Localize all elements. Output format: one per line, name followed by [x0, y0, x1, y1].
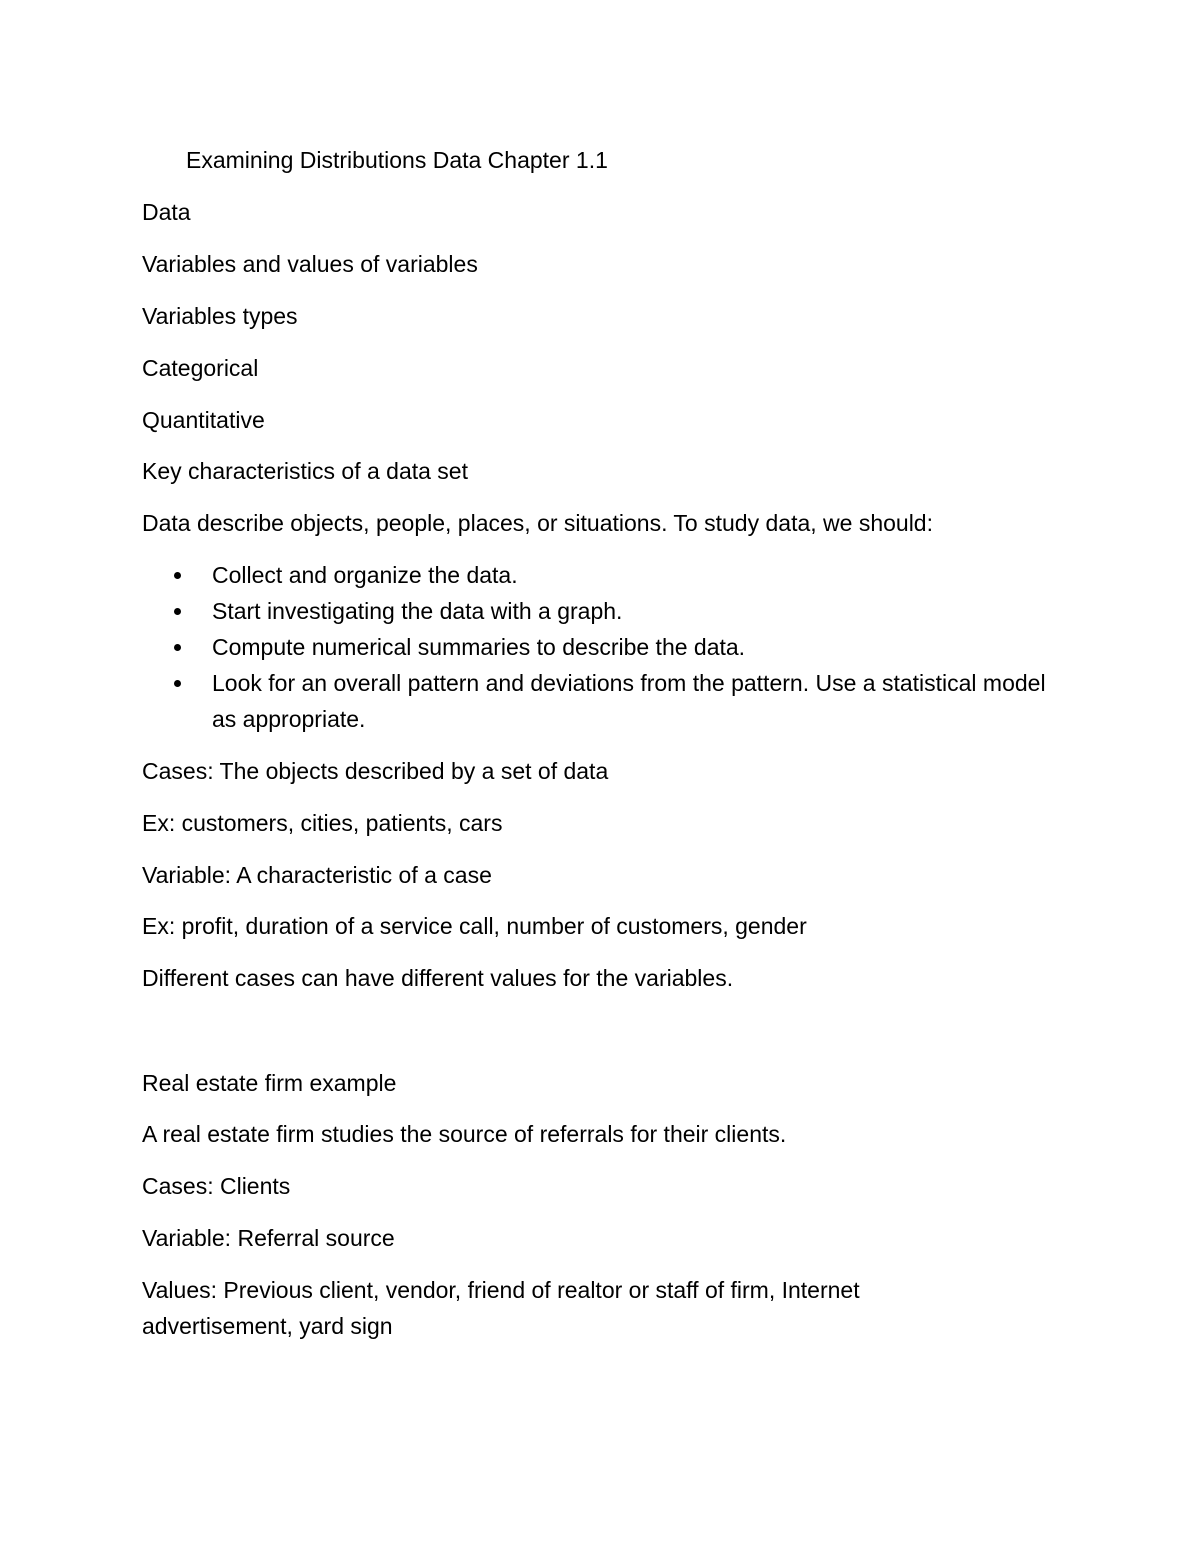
text-different-cases: Different cases can have different values for the variables.	[142, 965, 734, 991]
text-quantitative: Quantitative	[142, 407, 265, 433]
bullet-icon	[174, 680, 181, 687]
page-title: Examining Distributions Data Chapter 1.1	[186, 147, 608, 173]
list-item-text: Compute numerical summaries to describe the data.	[212, 634, 746, 660]
list-item	[142, 557, 1062, 593]
heading-variable-types: Variables types	[142, 303, 298, 329]
text-cases-clients: Cases: Clients	[142, 1173, 291, 1199]
list-item-text: Look for an overall pattern and deviations from the pattern. Use a statistical model as appropriate.	[212, 670, 1046, 732]
bullet-list	[142, 557, 1062, 737]
text-categorical: Categorical	[142, 355, 259, 381]
text-real-estate-study: A real estate firm studies the source of referrals for their clients.	[142, 1121, 787, 1147]
list-item	[142, 593, 1062, 629]
heading-real-estate-example: Real estate firm example	[142, 1070, 397, 1096]
text-cases-example: Ex: customers, cities, patients, cars	[142, 810, 503, 836]
bullet-icon	[174, 644, 181, 651]
text-variable-definition: Variable: A characteristic of a case	[142, 862, 492, 888]
heading-variables-values: Variables and values of variables	[142, 251, 478, 277]
list-item	[142, 629, 1062, 665]
bullet-icon	[174, 572, 181, 579]
text-data-describe: Data describe objects, people, places, or situations. To study data, we should:	[142, 510, 933, 536]
list-item-text: Start investigating the data with a graph.	[212, 598, 623, 624]
text-variable-example: Ex: profit, duration of a service call, number of customers, gender	[142, 913, 807, 939]
heading-key-characteristics: Key characteristics of a data set	[142, 458, 468, 484]
heading-data: Data	[142, 199, 191, 225]
text-cases-definition: Cases: The objects described by a set of data	[142, 758, 609, 784]
bullet-icon	[174, 608, 181, 615]
text-variable-referral: Variable: Referral source	[142, 1225, 395, 1251]
list-item-text: Collect and organize the data.	[212, 562, 518, 588]
list-item	[142, 665, 1062, 737]
text-values-list: Values: Previous client, vendor, friend of realtor or staff of firm, Internet advertisement, yard sign	[142, 1277, 860, 1339]
